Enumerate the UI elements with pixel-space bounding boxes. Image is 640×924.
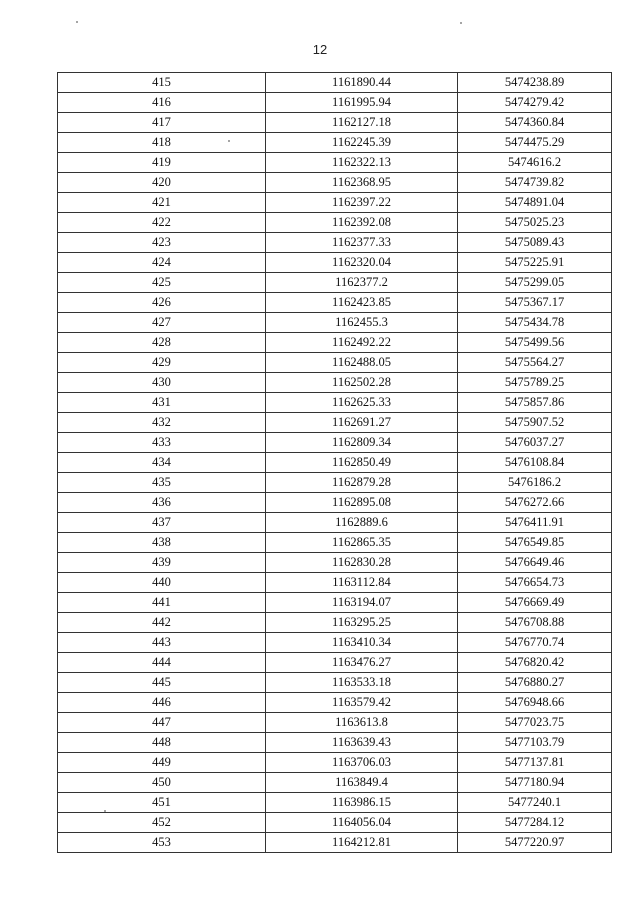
x-coordinate-cell: 1162368.95 <box>266 173 458 193</box>
table-row <box>58 233 612 253</box>
table-row <box>58 753 612 773</box>
point-number-cell: 445 <box>58 673 266 693</box>
x-coordinate-cell: 1162392.08 <box>266 213 458 233</box>
point-number-cell: 431 <box>58 393 266 413</box>
y-coordinate-cell: 5474475.29 <box>458 133 612 153</box>
point-number-cell: 417 <box>58 113 266 133</box>
x-coordinate-cell: 1162625.33 <box>266 393 458 413</box>
y-coordinate-cell: 5476820.42 <box>458 653 612 673</box>
x-coordinate-cell: 1162377.33 <box>266 233 458 253</box>
y-coordinate-cell: 5474238.89 <box>458 73 612 93</box>
y-coordinate-cell: 5477137.81 <box>458 753 612 773</box>
table-row <box>58 713 612 733</box>
point-number-cell: 451 <box>58 793 266 813</box>
table-row <box>58 473 612 493</box>
y-coordinate-cell: 5476770.74 <box>458 633 612 653</box>
point-number-cell: 443 <box>58 633 266 653</box>
table-row <box>58 453 612 473</box>
y-coordinate-cell: 5475367.17 <box>458 293 612 313</box>
point-number-cell: 440 <box>58 573 266 593</box>
point-number-cell: 422 <box>58 213 266 233</box>
point-number-cell: 438 <box>58 533 266 553</box>
table-row <box>58 153 612 173</box>
coordinates-table-body <box>58 73 612 853</box>
x-coordinate-cell: 1163613.8 <box>266 713 458 733</box>
x-coordinate-cell: 1164212.81 <box>266 833 458 853</box>
table-row <box>58 273 612 293</box>
y-coordinate-cell: 5476108.84 <box>458 453 612 473</box>
table-row <box>58 733 612 753</box>
y-coordinate-cell: 5476669.49 <box>458 593 612 613</box>
table-row <box>58 813 612 833</box>
table-row <box>58 73 612 93</box>
x-coordinate-cell: 1162322.13 <box>266 153 458 173</box>
table-row <box>58 493 612 513</box>
x-coordinate-cell: 1163639.43 <box>266 733 458 753</box>
table-row <box>58 653 612 673</box>
y-coordinate-cell: 5476037.27 <box>458 433 612 453</box>
x-coordinate-cell: 1162127.18 <box>266 113 458 133</box>
point-number-cell: 446 <box>58 693 266 713</box>
table-row <box>58 593 612 613</box>
x-coordinate-cell: 1162809.34 <box>266 433 458 453</box>
point-number-cell: 419 <box>58 153 266 173</box>
y-coordinate-cell: 5475789.25 <box>458 373 612 393</box>
x-coordinate-cell: 1163533.18 <box>266 673 458 693</box>
point-number-cell: 425 <box>58 273 266 293</box>
x-coordinate-cell: 1162320.04 <box>266 253 458 273</box>
table-row <box>58 353 612 373</box>
x-coordinate-cell: 1162830.28 <box>266 553 458 573</box>
table-row <box>58 113 612 133</box>
y-coordinate-cell: 5475499.56 <box>458 333 612 353</box>
table-row <box>58 513 612 533</box>
y-coordinate-cell: 5476948.66 <box>458 693 612 713</box>
y-coordinate-cell: 5475025.23 <box>458 213 612 233</box>
x-coordinate-cell: 1162879.28 <box>266 473 458 493</box>
point-number-cell: 415 <box>58 73 266 93</box>
table-row <box>58 553 612 573</box>
y-coordinate-cell: 5474616.2 <box>458 153 612 173</box>
y-coordinate-cell: 5476186.2 <box>458 473 612 493</box>
y-coordinate-cell: 5475299.05 <box>458 273 612 293</box>
point-number-cell: 442 <box>58 613 266 633</box>
x-coordinate-cell: 1164056.04 <box>266 813 458 833</box>
table-row <box>58 173 612 193</box>
point-number-cell: 424 <box>58 253 266 273</box>
y-coordinate-cell: 5476880.27 <box>458 673 612 693</box>
point-number-cell: 428 <box>58 333 266 353</box>
table-row <box>58 533 612 553</box>
y-coordinate-cell: 5476708.88 <box>458 613 612 633</box>
table-row <box>58 773 612 793</box>
point-number-cell: 430 <box>58 373 266 393</box>
y-coordinate-cell: 5477180.94 <box>458 773 612 793</box>
table-row <box>58 673 612 693</box>
y-coordinate-cell: 5477240.1 <box>458 793 612 813</box>
point-number-cell: 450 <box>58 773 266 793</box>
y-coordinate-cell: 5476549.85 <box>458 533 612 553</box>
x-coordinate-cell: 1162895.08 <box>266 493 458 513</box>
point-number-cell: 433 <box>58 433 266 453</box>
table-row <box>58 613 612 633</box>
y-coordinate-cell: 5475434.78 <box>458 313 612 333</box>
coordinates-table <box>57 72 612 853</box>
y-coordinate-cell: 5475857.86 <box>458 393 612 413</box>
x-coordinate-cell: 1162691.27 <box>266 413 458 433</box>
point-number-cell: 434 <box>58 453 266 473</box>
x-coordinate-cell: 1162455.3 <box>266 313 458 333</box>
scan-speck <box>76 21 78 23</box>
page-number: 12 <box>312 42 328 57</box>
x-coordinate-cell: 1161890.44 <box>266 73 458 93</box>
x-coordinate-cell: 1162889.6 <box>266 513 458 533</box>
point-number-cell: 429 <box>58 353 266 373</box>
table-row <box>58 633 612 653</box>
x-coordinate-cell: 1162488.05 <box>266 353 458 373</box>
y-coordinate-cell: 5475564.27 <box>458 353 612 373</box>
y-coordinate-cell: 5475089.43 <box>458 233 612 253</box>
x-coordinate-cell: 1162502.28 <box>266 373 458 393</box>
y-coordinate-cell: 5474891.04 <box>458 193 612 213</box>
table-row <box>58 373 612 393</box>
x-coordinate-cell: 1162865.35 <box>266 533 458 553</box>
point-number-cell: 427 <box>58 313 266 333</box>
x-coordinate-cell: 1162377.2 <box>266 273 458 293</box>
y-coordinate-cell: 5475907.52 <box>458 413 612 433</box>
table-row <box>58 213 612 233</box>
table-row <box>58 133 612 153</box>
point-number-cell: 423 <box>58 233 266 253</box>
y-coordinate-cell: 5474360.84 <box>458 113 612 133</box>
x-coordinate-cell: 1163410.34 <box>266 633 458 653</box>
table-row <box>58 293 612 313</box>
x-coordinate-cell: 1163849.4 <box>266 773 458 793</box>
x-coordinate-cell: 1163579.42 <box>266 693 458 713</box>
table-row <box>58 413 612 433</box>
table-row <box>58 573 612 593</box>
y-coordinate-cell: 5477284.12 <box>458 813 612 833</box>
x-coordinate-cell: 1162850.49 <box>266 453 458 473</box>
y-coordinate-cell: 5476272.66 <box>458 493 612 513</box>
x-coordinate-cell: 1163112.84 <box>266 573 458 593</box>
table-row <box>58 253 612 273</box>
x-coordinate-cell: 1163295.25 <box>266 613 458 633</box>
point-number-cell: 441 <box>58 593 266 613</box>
table-row <box>58 833 612 853</box>
table-row <box>58 93 612 113</box>
y-coordinate-cell: 5476654.73 <box>458 573 612 593</box>
scan-speck <box>460 22 462 24</box>
x-coordinate-cell: 1163986.15 <box>266 793 458 813</box>
point-number-cell: 439 <box>58 553 266 573</box>
table-row <box>58 433 612 453</box>
point-number-cell: 432 <box>58 413 266 433</box>
x-coordinate-cell: 1163194.07 <box>266 593 458 613</box>
y-coordinate-cell: 5474739.82 <box>458 173 612 193</box>
point-number-cell: 418 <box>58 133 266 153</box>
y-coordinate-cell: 5474279.42 <box>458 93 612 113</box>
y-coordinate-cell: 5477023.75 <box>458 713 612 733</box>
table-row <box>58 393 612 413</box>
x-coordinate-cell: 1163706.03 <box>266 753 458 773</box>
y-coordinate-cell: 5477220.97 <box>458 833 612 853</box>
table-row <box>58 313 612 333</box>
point-number-cell: 447 <box>58 713 266 733</box>
x-coordinate-cell: 1162423.85 <box>266 293 458 313</box>
table-row <box>58 693 612 713</box>
point-number-cell: 421 <box>58 193 266 213</box>
point-number-cell: 449 <box>58 753 266 773</box>
point-number-cell: 448 <box>58 733 266 753</box>
x-coordinate-cell: 1161995.94 <box>266 93 458 113</box>
x-coordinate-cell: 1162397.22 <box>266 193 458 213</box>
y-coordinate-cell: 5477103.79 <box>458 733 612 753</box>
point-number-cell: 420 <box>58 173 266 193</box>
point-number-cell: 437 <box>58 513 266 533</box>
y-coordinate-cell: 5476411.91 <box>458 513 612 533</box>
x-coordinate-cell: 1163476.27 <box>266 653 458 673</box>
point-number-cell: 435 <box>58 473 266 493</box>
y-coordinate-cell: 5476649.46 <box>458 553 612 573</box>
table-row <box>58 333 612 353</box>
point-number-cell: 452 <box>58 813 266 833</box>
table-row <box>58 793 612 813</box>
point-number-cell: 426 <box>58 293 266 313</box>
point-number-cell: 444 <box>58 653 266 673</box>
y-coordinate-cell: 5475225.91 <box>458 253 612 273</box>
point-number-cell: 416 <box>58 93 266 113</box>
table-row <box>58 193 612 213</box>
x-coordinate-cell: 1162245.39 <box>266 133 458 153</box>
point-number-cell: 453 <box>58 833 266 853</box>
x-coordinate-cell: 1162492.22 <box>266 333 458 353</box>
point-number-cell: 436 <box>58 493 266 513</box>
